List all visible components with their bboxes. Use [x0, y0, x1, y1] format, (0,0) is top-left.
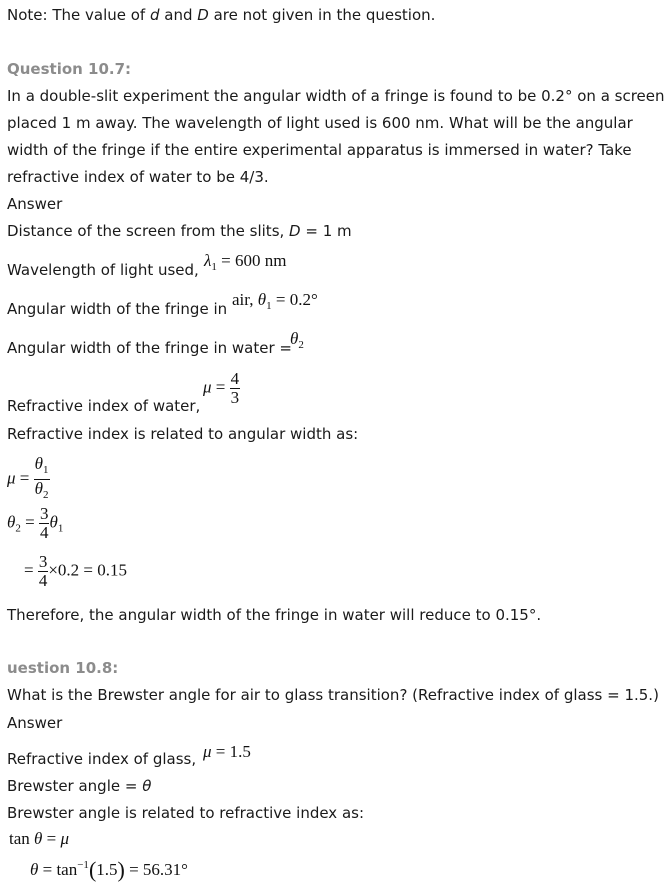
answer-label: Answer — [7, 195, 63, 213]
equation-mu-theta: μ = $\frac{\theta_1}{\theta_2}$ — [7, 455, 50, 504]
equation-brewster-result: $\theta = \tan^{-1}(1.5) = 56.31^\circ$ — [30, 857, 188, 882]
angular-width-water-label: Angular width of the fringe in water = — [7, 339, 292, 357]
wavelength-label: Wavelength of light used, — [7, 261, 199, 279]
refractive-index-glass-label: Refractive index of glass, — [7, 750, 197, 768]
wavelength-formula: $\lambda_1 = 600$ nm — [204, 251, 287, 273]
conclusion-text: Therefore, the angular width of the fringe in water will reduce to 0.15°. — [7, 606, 542, 624]
equation-result: = $\frac{3}{4}$ ×0.2 = 0.15 — [24, 552, 128, 590]
refractive-index-water-label: Refractive index of water, — [7, 397, 201, 415]
note-text: Note: The value of d and D are not given in the question. — [7, 6, 436, 24]
fraction: $\frac{4}{3}$ — [230, 369, 240, 407]
distance-line: Distance of the screen from the slits, D = 1 m — [7, 222, 352, 240]
fraction: $\frac{3}{4}$ — [39, 504, 49, 542]
question-10-8-heading: uestion 10.8: — [7, 659, 119, 677]
brewster-angle-line: Brewster angle = θ — [7, 777, 152, 795]
refractive-index-water-formula: μ = $\frac{4}{3}$ — [203, 369, 240, 407]
question-10-8-text: What is the Brewster angle for air to glass transition? (Refractive index of glass = 1.5.) — [7, 686, 659, 704]
relation-text: Refractive index is related to angular width as: — [7, 425, 359, 443]
equation-tan-theta: tan θ = μ — [9, 829, 70, 848]
fraction: $\frac{\theta_1}{\theta_2}$ — [34, 454, 49, 501]
angular-width-air-label: Angular width of the fringe in — [7, 300, 228, 318]
angular-width-air-formula: air, $\theta_1 = 0.2^\circ$ — [232, 290, 318, 312]
question-10-7-line: width of the fringe if the entire experimental apparatus is immersed in water? Take — [7, 141, 632, 159]
angular-width-water-symbol: $\theta_2$ — [290, 329, 304, 351]
fraction: $\frac{3}{4}$ — [38, 552, 48, 590]
question-10-7-line: In a double-slit experiment the angular width of a fringe is found to be 0.2° on a screen — [7, 87, 665, 105]
answer-label: Answer — [7, 714, 63, 732]
equation-theta2: $\theta_2$ = $\frac{3}{4}$ $\theta_1$ — [7, 504, 64, 542]
question-10-7-line: placed 1 m away. The wavelength of light used is 600 nm. What will be the angular — [7, 114, 633, 132]
question-10-7-heading: Question 10.7: — [7, 60, 132, 78]
refractive-index-glass-formula: μ = 1.5 — [203, 742, 251, 761]
question-10-7-line: refractive index of water to be 4/3. — [7, 168, 269, 186]
brewster-relation-text: Brewster angle is related to refractive index as: — [7, 804, 365, 822]
